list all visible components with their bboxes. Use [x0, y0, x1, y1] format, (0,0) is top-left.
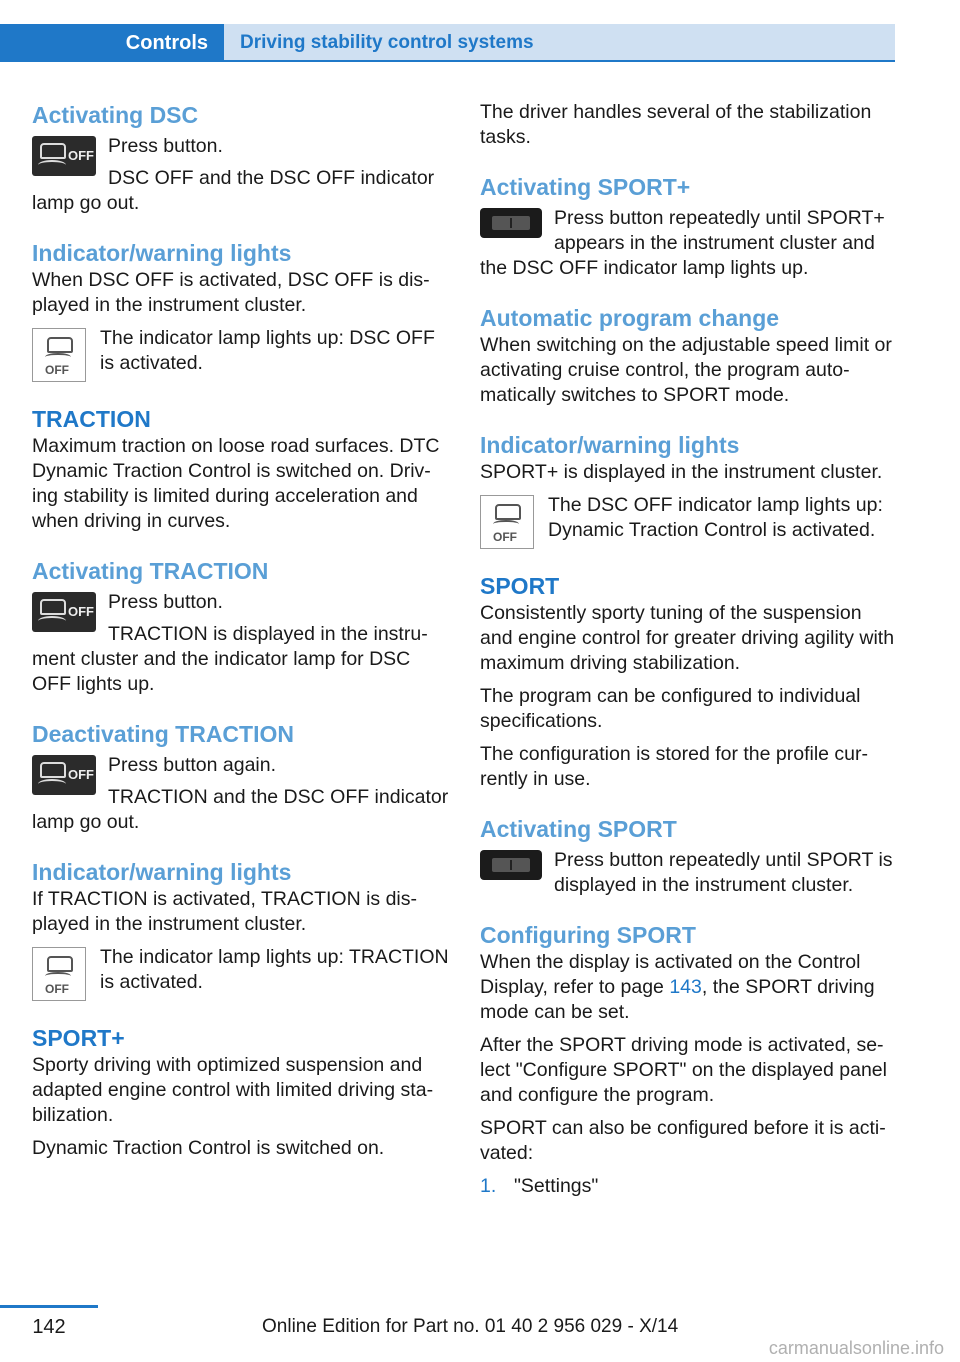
- dsc-button-block: [32, 130, 450, 216]
- footer-rule: [0, 1305, 98, 1308]
- heading-activating-traction: Activating TRACTION: [32, 558, 269, 584]
- section-tab: Controls: [0, 24, 224, 62]
- lamp-block-dsc: [32, 326, 450, 376]
- dsc-off-button-icon: OFF: [32, 136, 96, 176]
- heading-sportplus: SPORT+: [32, 1025, 125, 1051]
- text-config-a: When the display is activated on the Control Display, refer to page: [480, 951, 861, 998]
- sportplus-button-block: [480, 202, 898, 281]
- text-configured: The program can be configured to individual specifications.: [480, 685, 861, 732]
- page-header: [0, 24, 895, 62]
- page-number: 142: [32, 1316, 66, 1338]
- page-link-143[interactable]: 143: [669, 976, 702, 998]
- deactivate-button-icon: OFF: [32, 755, 96, 795]
- text-press-again: Press button again.: [108, 754, 277, 776]
- left-column: [32, 100, 450, 1161]
- lamp-block-dtc: [480, 493, 898, 543]
- text-dsc-off-out: DSC OFF and the DSC OFF indicator lamp go out.: [32, 167, 435, 214]
- text-traction-out: TRACTION and the DSC OFF indicator lamp go out.: [32, 786, 449, 833]
- subsection-tab: Driving stability control systems: [224, 24, 895, 62]
- text-traction: Maximum traction on loose road surfaces. DTC Dynamic Traction Control is switched on. Driving stability is limited during acceleration and when driving in curves.: [32, 435, 440, 532]
- heading-indicator-1: Indicator/warning lights: [32, 240, 292, 266]
- text-sport: Consistently sporty tuning of the suspension and engine control for greater driving agility with maximum driving stabilization.: [480, 602, 895, 674]
- sport-button-block: [480, 844, 898, 898]
- text-traction-displayed: TRACTION is displayed in the instrument cluster and the indicator lamp for DSC OFF lights up.: [32, 623, 428, 695]
- heading-activating-sport: Activating SPORT: [480, 816, 677, 842]
- traction-lamp-icon: OFF: [32, 947, 86, 1001]
- heading-configuring-sport: Configuring SPORT: [480, 922, 696, 948]
- text-sportplus-displayed: SPORT+ is displayed in the instrument cluster.: [480, 461, 883, 483]
- list-text: "Settings": [514, 1175, 599, 1197]
- heading-indicator-3: Indicator/warning lights: [480, 432, 740, 458]
- list-item: [480, 1174, 898, 1199]
- heading-activating-sportplus: Activating SPORT+: [480, 174, 691, 200]
- text-press-repeat-sportplus: Press button repeatedly until SPORT+ appears in the instrument cluster and the DSC OFF indicator lamp lights up.: [480, 207, 885, 279]
- text-lamp-dtc: The DSC OFF indicator lamp lights up: Dynamic Traction Control is activated.: [548, 494, 883, 541]
- traction-button-block: [32, 586, 450, 697]
- heading-auto-change: Automatic program change: [480, 305, 780, 331]
- right-column: [480, 100, 898, 1199]
- mode-switch-icon-2: [480, 850, 542, 880]
- text-stored: The configuration is stored for the profile currently in use.: [480, 743, 869, 790]
- watermark: carmanualsonline.info: [768, 1338, 944, 1358]
- text-after: After the SPORT driving mode is activated, select "Configure SPORT" on the displayed panel and configure the program.: [480, 1034, 887, 1106]
- lamp-block-traction: [32, 945, 450, 995]
- text-dsc-displayed: When DSC OFF is activated, DSC OFF is displayed in the instrument cluster.: [32, 269, 430, 316]
- text-traction-activated: If TRACTION is activated, TRACTION is displayed in the instrument cluster.: [32, 888, 418, 935]
- text-lamp-dsc: The indicator lamp lights up: DSC OFF is activated.: [100, 327, 435, 374]
- text-before: SPORT can also be configured before it is activated:: [480, 1117, 886, 1164]
- heading-traction: TRACTION: [32, 406, 151, 432]
- text-lamp-traction: The indicator lamp lights up: TRACTION is activated.: [100, 946, 449, 993]
- text-press-repeat-sport: Press button repeatedly until SPORT is displayed in the instrument cluster.: [554, 849, 893, 896]
- heading-activating-dsc: Activating DSC: [32, 102, 199, 128]
- edition-text: Online Edition for Part no. 01 40 2 956 029 - X/14: [262, 1316, 679, 1337]
- text-driver: The driver handles several of the stabilization tasks.: [480, 101, 872, 148]
- heading-deactivating-traction: Deactivating TRACTION: [32, 721, 294, 747]
- steps-list: [480, 1174, 898, 1199]
- text-press-button-2: Press button.: [108, 591, 223, 613]
- list-number: 1.: [480, 1175, 497, 1197]
- text-auto-change: When switching on the adjustable speed limit or activating cruise control, the program automatically switches to SPORT mode.: [480, 334, 892, 406]
- mode-switch-icon: [480, 208, 542, 238]
- traction-button-icon: OFF: [32, 592, 96, 632]
- dtc-lamp-icon: OFF: [480, 495, 534, 549]
- heading-sport: SPORT: [480, 573, 560, 599]
- heading-indicator-2: Indicator/warning lights: [32, 859, 292, 885]
- text-config: [480, 950, 898, 1025]
- header-rule: [224, 60, 895, 62]
- dsc-off-lamp-icon: OFF: [32, 328, 86, 382]
- deactivate-button-block: [32, 749, 450, 835]
- text-sportplus: Sporty driving with optimized suspension and adapted engine control with limited driving stabilization.: [32, 1054, 434, 1126]
- text-dtc-on: Dynamic Traction Control is switched on.: [32, 1137, 385, 1159]
- text-config-b: , the SPORT driving mode can be set.: [480, 976, 875, 1023]
- text-press-button: Press button.: [108, 135, 223, 157]
